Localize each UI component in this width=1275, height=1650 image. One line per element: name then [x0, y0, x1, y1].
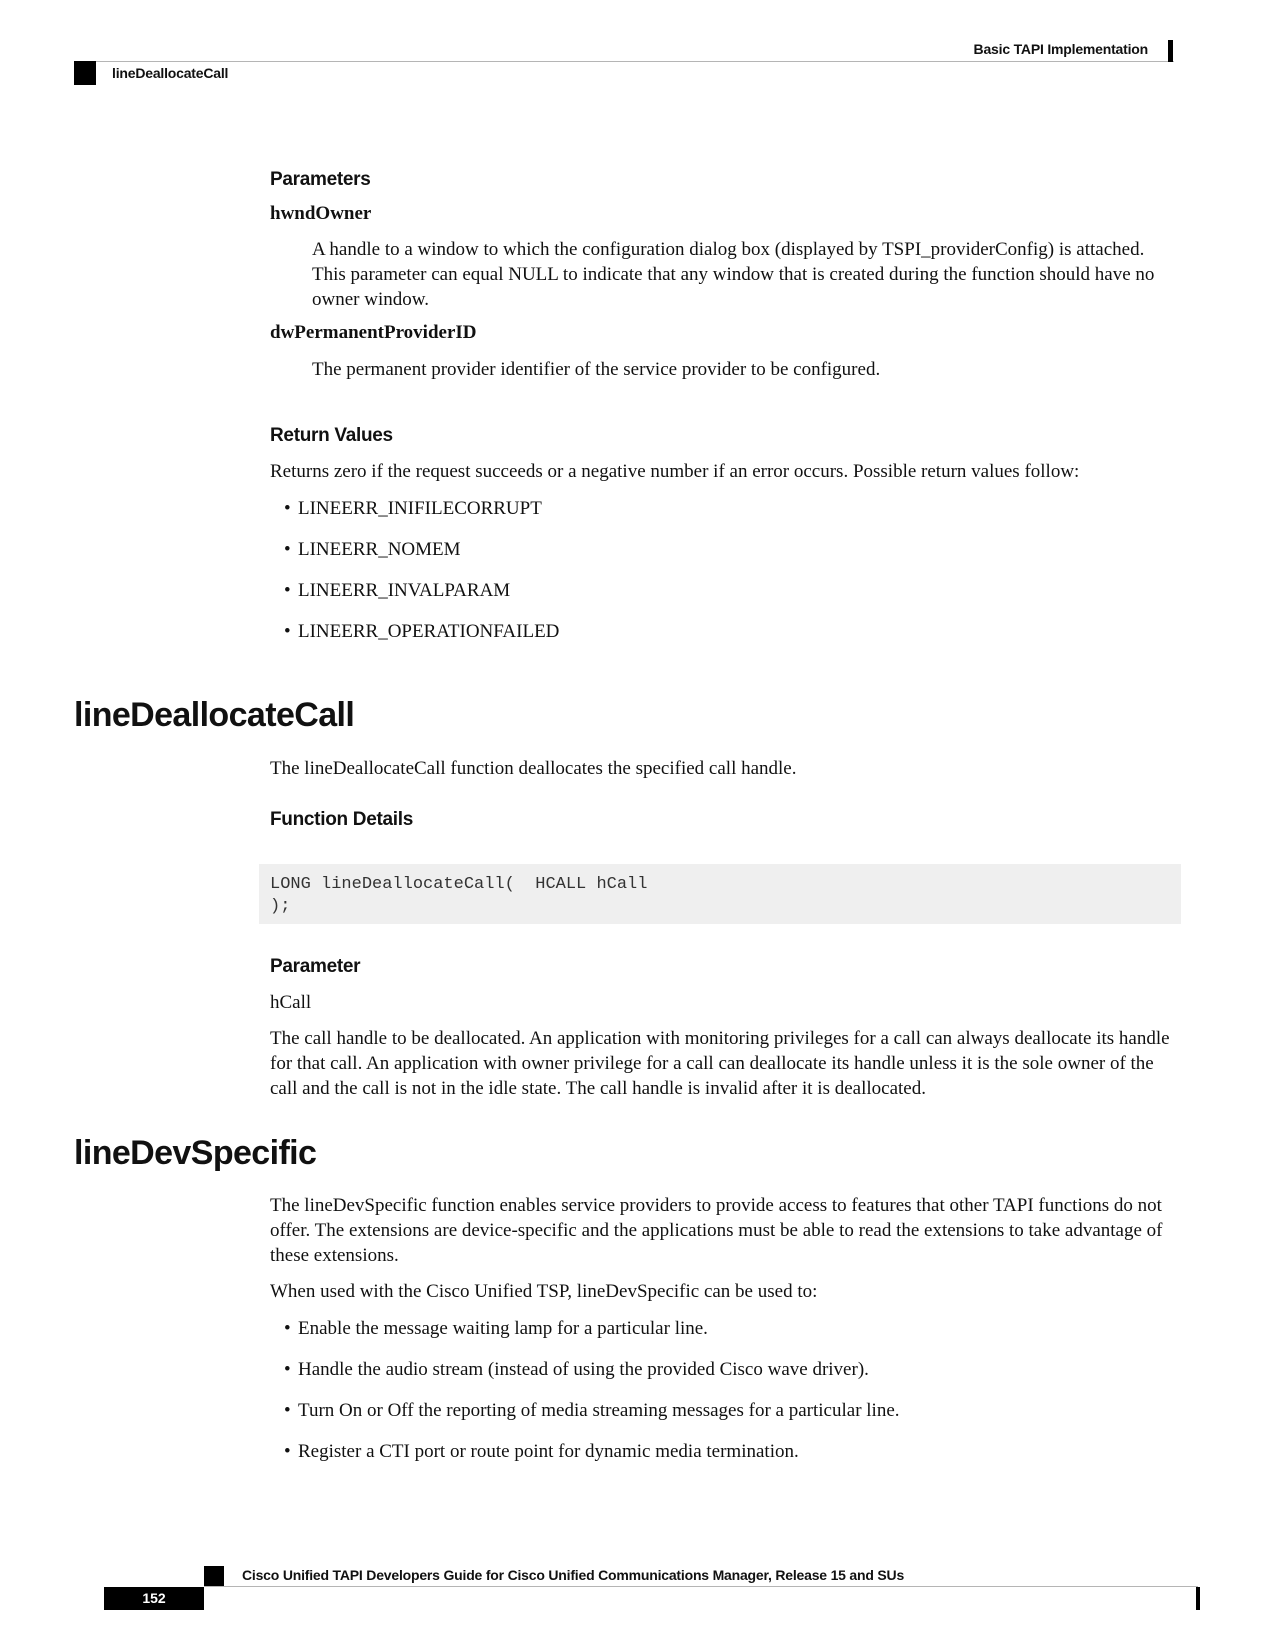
- devspecific-intro: The lineDevSpecific function enables service providers to provide access to features that other TAPI functions do not offer. The extensions are device-specific and the applications must be able to read the extensions to take advantage of these extensions.: [270, 1195, 1163, 1266]
- list-item: • LINEERR_NOMEM: [270, 537, 1175, 562]
- section-title-linedevspecific: lineDevSpecific: [74, 1134, 317, 1172]
- devspecific-list: [270, 1316, 1175, 1464]
- list-item: • Enable the message waiting lamp for a particular line.: [270, 1316, 1175, 1341]
- return-values-heading: Return Values: [270, 425, 393, 446]
- header-bar-marker: [1168, 40, 1173, 62]
- list-item: • Turn On or Off the reporting of media streaming messages for a particular line.: [270, 1398, 1175, 1423]
- parameters-heading: Parameters: [270, 169, 371, 190]
- param-term-hwndowner: hwndOwner: [270, 203, 372, 224]
- header-block-marker: [74, 61, 96, 85]
- param-desc-dwpermanentproviderid: The permanent provider identifier of the service provider to be configured.: [312, 359, 881, 380]
- return-values-intro: Returns zero if the request succeeds or a negative number if an error occurs. Possible return values follow:: [270, 461, 1080, 482]
- parameter-heading: Parameter: [270, 956, 361, 977]
- footer-rule: [204, 1586, 1198, 1587]
- devspecific-usage-intro: When used with the Cisco Unified TSP, lineDevSpecific can be used to:: [270, 1281, 818, 1302]
- header-topic: lineDeallocateCall: [112, 65, 229, 81]
- param-term-dwpermanentproviderid: dwPermanentProviderID: [270, 322, 477, 343]
- list-item: • LINEERR_OPERATIONFAILED: [270, 619, 1175, 644]
- footer-bar-marker: [1196, 1587, 1200, 1610]
- dealloc-parameter-block: [270, 956, 1175, 1101]
- footer-guide-title: Cisco Unified TAPI Developers Guide for Cisco Unified Communications Manager, Release 15 and SUs: [242, 1567, 905, 1583]
- param-desc-hwndowner: A handle to a window to which the configuration dialog box (displayed by TSPI_providerConfig) is attached. This parameter can equal NULL to indicate that any window that is created during the function should have no owner window.: [312, 239, 1155, 310]
- function-details-heading: Function Details: [270, 809, 413, 830]
- dealloc-intro: The lineDeallocateCall function deallocates the specified call handle.: [270, 758, 797, 779]
- param-desc-hcall: The call handle to be deallocated. An application with monitoring privileges for a call can always deallocate its handle for that call. An application with owner privilege for a call can deallocate its handle unless it is the sole owner of the call and the call is not in the idle state. The call handle is invalid after it is deallocated.: [270, 1028, 1170, 1099]
- code-block: LONG lineDeallocateCall( HCALL hCall );: [259, 864, 1181, 924]
- list-item: • Register a CTI port or route point for dynamic media termination.: [270, 1439, 1175, 1464]
- header-section-title: Basic TAPI Implementation: [973, 41, 1148, 57]
- page-number: 152: [104, 1587, 204, 1610]
- footer-block-marker: [204, 1566, 224, 1586]
- parameters-section: [270, 169, 1175, 382]
- param-name-hcall: hCall: [270, 992, 312, 1013]
- return-values-list: [270, 496, 1175, 644]
- list-item: • Handle the audio stream (instead of using the provided Cisco wave driver).: [270, 1357, 1175, 1382]
- devspecific-block: [270, 1193, 1175, 1480]
- section-title-linedeallocatecall: lineDeallocateCall: [74, 696, 355, 734]
- list-item: • LINEERR_INIFILECORRUPT: [270, 496, 1175, 521]
- header-rule: [74, 61, 1174, 62]
- dealloc-intro-block: [270, 756, 1175, 831]
- list-item: • LINEERR_INVALPARAM: [270, 578, 1175, 603]
- return-values-section: [270, 425, 1175, 660]
